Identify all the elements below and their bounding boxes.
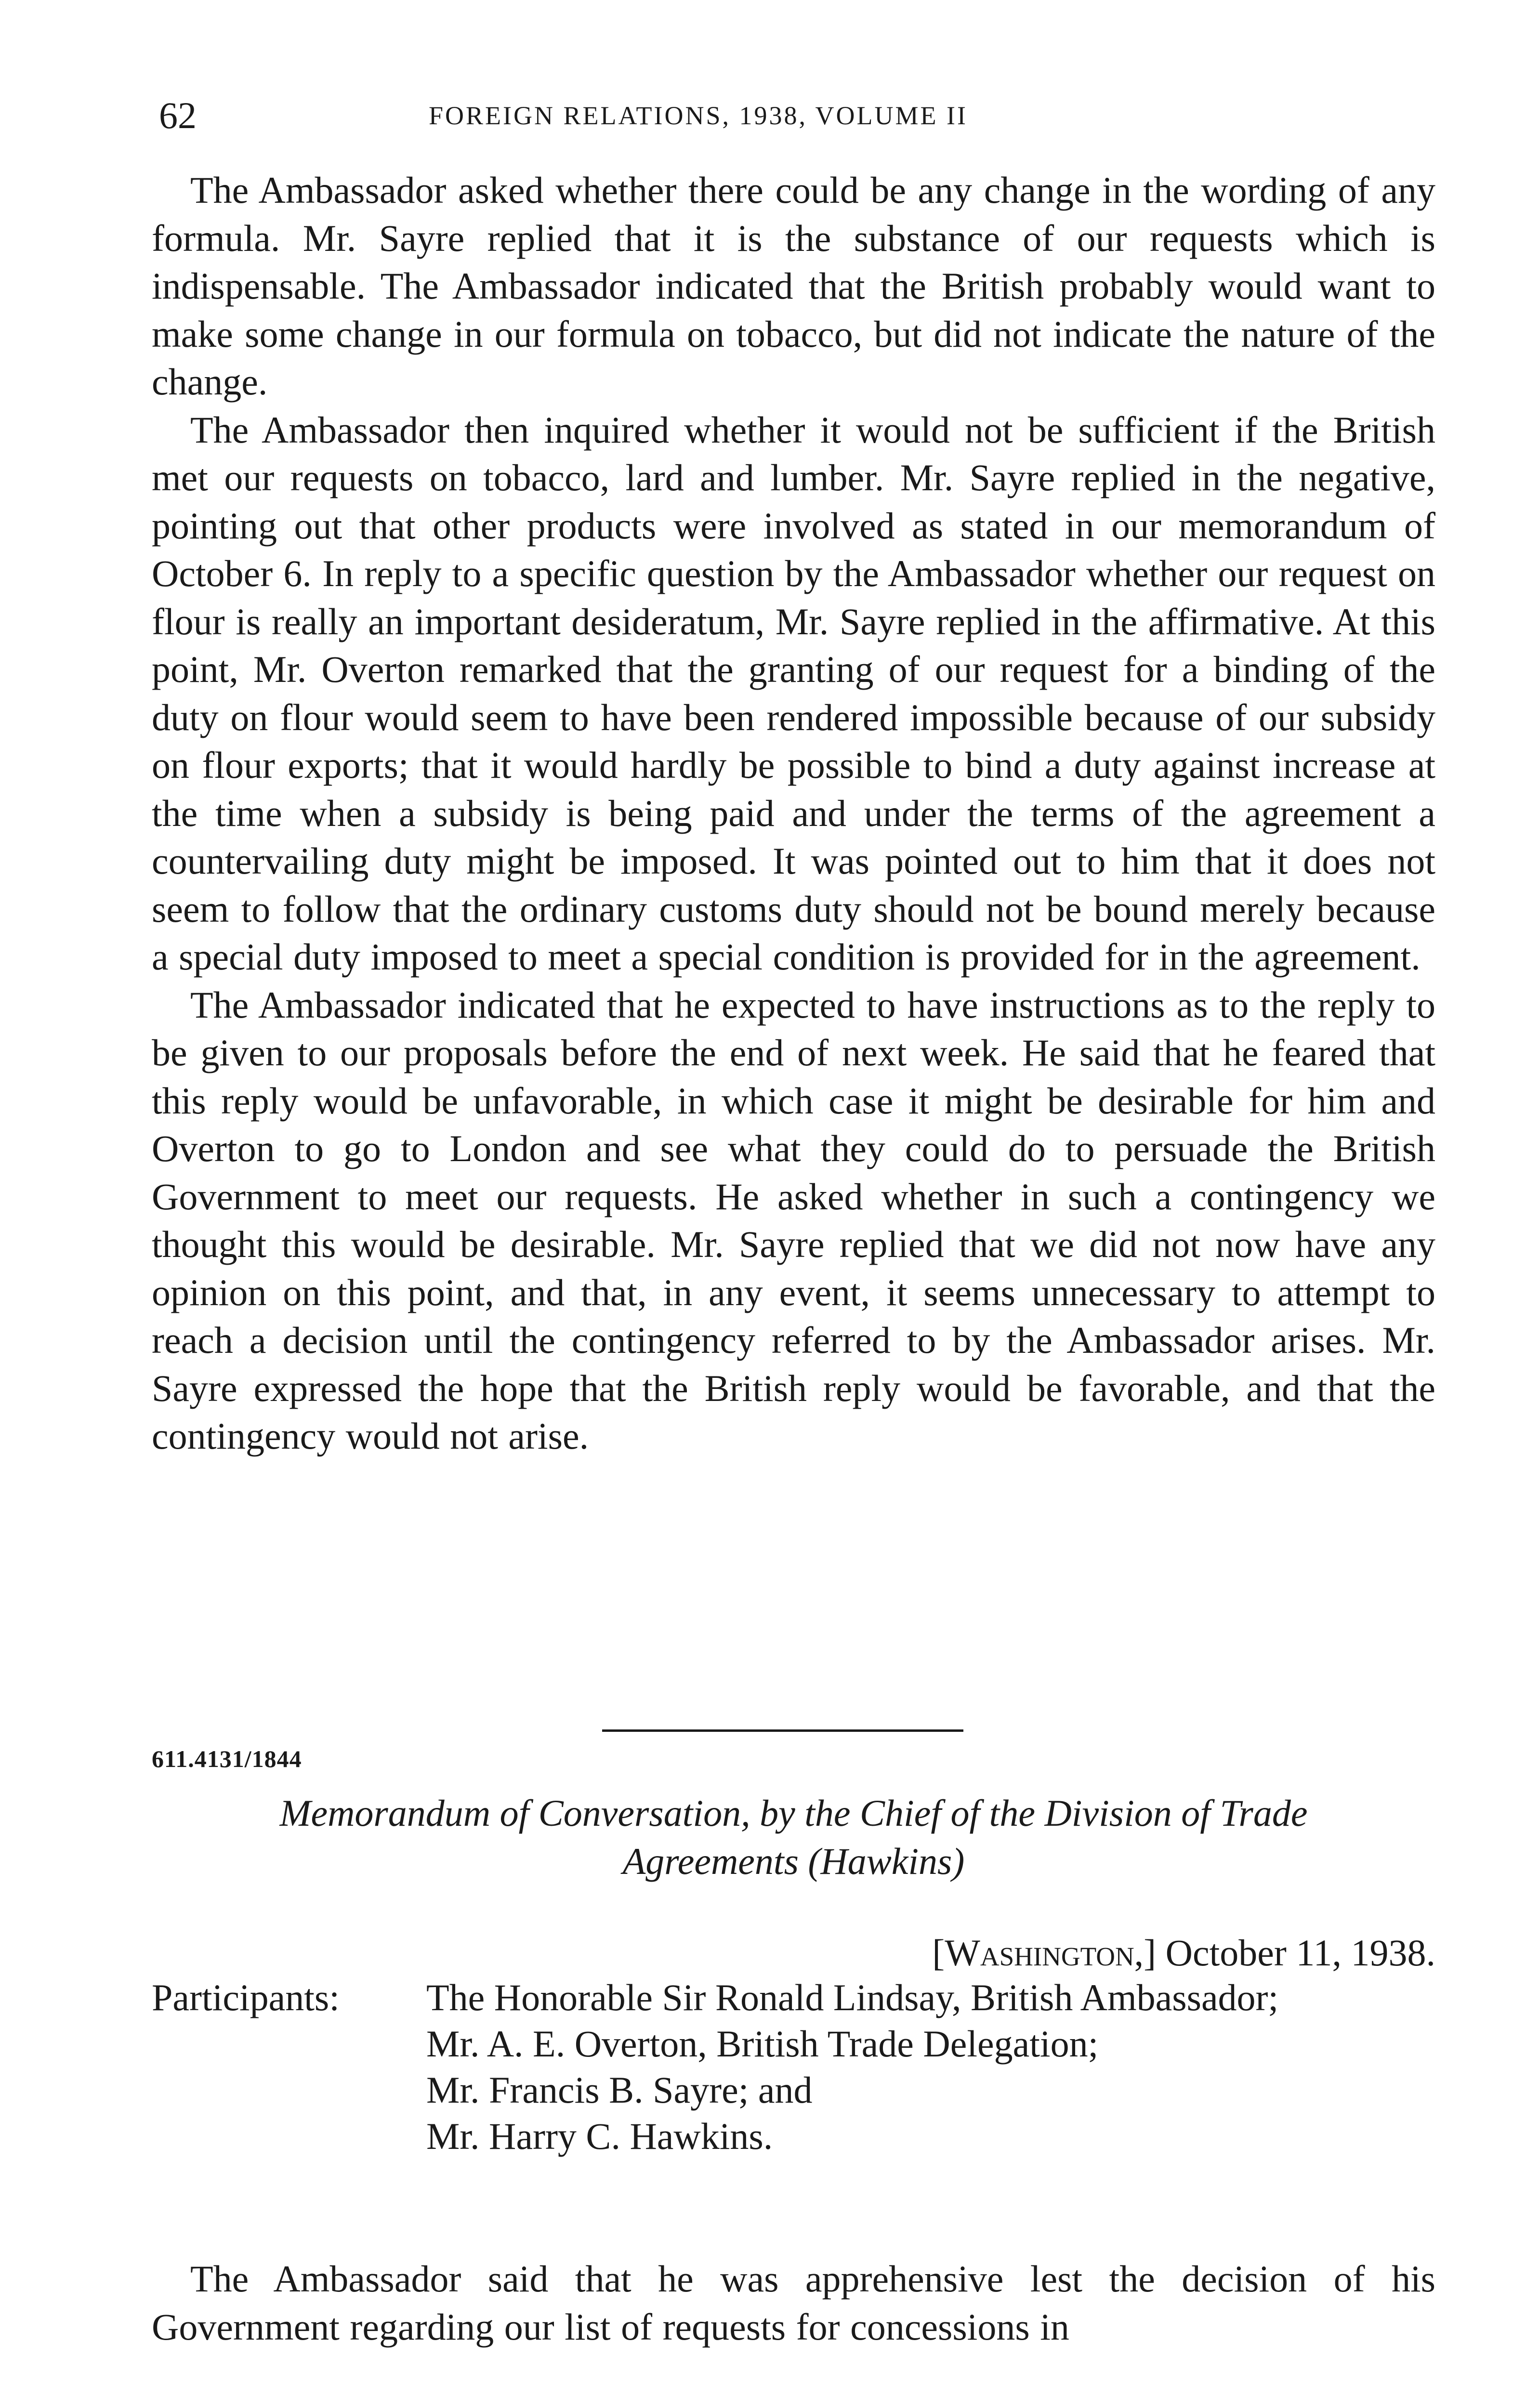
dateline-date: October 11, 1938. <box>1156 1932 1435 1974</box>
memorandum-body <box>152 2255 1435 2351</box>
memorandum-title <box>152 1789 1435 1885</box>
paragraph-ambassador-apprehensive: The Ambassador said that he was apprehensive lest the decision of his Government regarding our list of requests for concessions in <box>152 2258 1435 2348</box>
page-number: 62 <box>159 94 197 136</box>
section-divider <box>602 1729 963 1732</box>
paragraph-instructions-reply: The Ambassador indicated that he expected to have instructions as to the reply to be given to our proposals before the end of next week. He said that he feared that this reply would be unfavorable, in which case it might be desirable for him and Overton to go to London and see what they could do to persuade the British Government to meet our requests. He asked whether in such a contingency we thought this would be desirable. Mr. Sayre replied that we did not now have any opinion on this point, and that, in any event, it seems unnecessary to attempt to reach a decision until the contingency referred to by the Ambassador arises. Mr. Sayre expressed the hope that the British reply would be favorable, and that the contingency would not arise. <box>152 983 1435 1457</box>
memorandum-title-line-2: Agreements (Hawkins) <box>622 1840 965 1882</box>
paragraph-tobacco-lard-lumber: The Ambassador then inquired whether it would not be sufficient if the British met our requests on tobacco, lard and lumber. Mr. Sayre replied in the negative, pointing out that other products were involved as stated in our memorandum of October 6. In reply to a specific question by the Ambassador whether our request on flour is really an important desideratum, Mr. Sayre replied in the affirmative. At this point, Mr. Overton remarked that the granting of our request for a binding of the duty on flour would seem to have been rendered impossible because of our subsidy on flour exports; that it would hardly be possible to bind a duty against increase at the time when a subsidy is being paid and under the terms of the agreement a countervailing duty might be imposed. It was pointed out to him that it does not seem to follow that the ordinary customs duty should not be bound merely because a special duty imposed to meet a special condition is provided for in the agreement. <box>152 408 1435 978</box>
running-head: FOREIGN RELATIONS, 1938, VOLUME II <box>429 101 968 130</box>
paragraph-formula-wording: The Ambassador asked whether there could be any change in the wording of any formula. Mr. Sayre replied that it is the substance of our requests which is indispensable. The Ambassador indicated that the British probably would want to make some change in our formula on tobacco, but did not indicate the nature of the change. <box>152 169 1435 403</box>
dateline <box>152 1929 1435 1977</box>
page-header <box>159 89 1435 142</box>
memorandum-title-line-1: Memorandum of Conversation, by the Chief of the Division of Trade <box>279 1792 1308 1834</box>
participant-sayre: Mr. Francis B. Sayre; and <box>426 2069 813 2111</box>
participant-overton: Mr. A. E. Overton, British Trade Delegation; <box>426 2023 1099 2065</box>
dateline-place: [Washington,] <box>932 1932 1157 1974</box>
participants-label: Participants: <box>152 1976 340 2018</box>
participant-hawkins: Mr. Harry C. Hawkins. <box>426 2115 773 2157</box>
body-text <box>152 166 1435 1460</box>
file-number: 611.4131/1844 <box>152 1745 302 1772</box>
participants-list <box>426 1975 1435 2159</box>
participant-lindsay: The Honorable Sir Ronald Lindsay, British Ambassador; <box>426 1976 1279 2018</box>
